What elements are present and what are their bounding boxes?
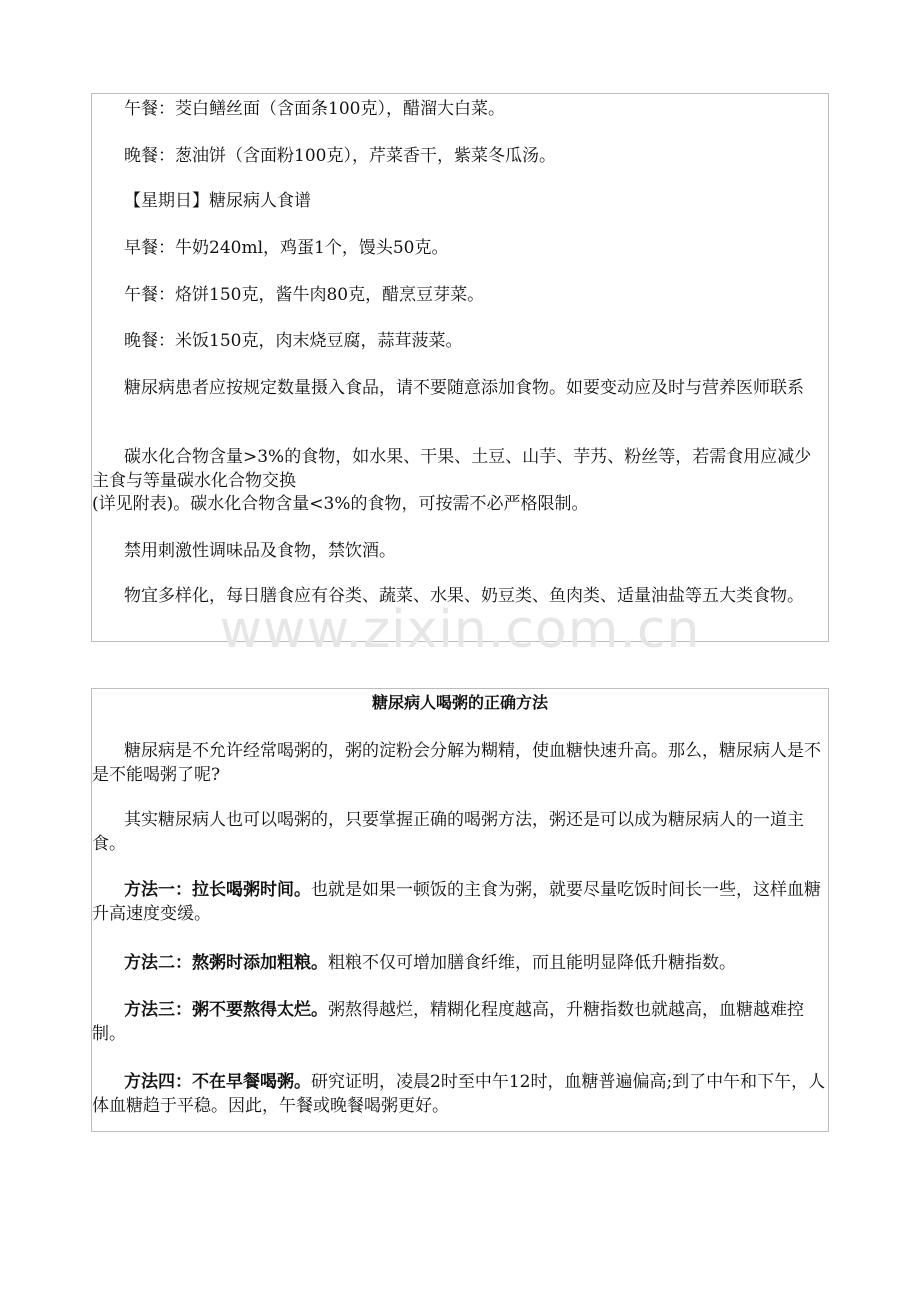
breakfast-line: 早餐：牛奶240ml，鸡蛋1个，馒头50克。 [124,238,449,258]
porridge-article-box [91,688,829,1132]
article-title: 糖尿病人喝粥的正确方法 [371,693,548,712]
watermark: www.zixin.com.cn [219,600,701,660]
diet-plan-box [91,93,829,642]
intro-paragraph-2: 其实糖尿病人也可以喝粥的，只要掌握正确的喝粥方法，粥还是可以成为糖尿病人的一道主食。 [92,810,804,854]
method-1-title: 方法一：拉长喝粥时间。 [124,880,311,900]
note-prohibited: 禁用刺激性调味品及食物，禁饮酒。 [124,541,396,561]
lunch-line: 午餐：烙饼150克，酱牛肉80克，醋烹豆芽菜。 [124,285,485,305]
method-4-title: 方法四：不在早餐喝粥。 [124,1072,311,1092]
note-quantity: 糖尿病患者应按规定数量摄入食品，请不要随意添加食物。如要变动应及时与营养医师联系 [124,378,804,398]
method-2-text: 粗粮不仅可增加膳食纤维，而且能明显降低升糖指数。 [328,953,736,973]
method-3-title: 方法三：粥不要熬得太烂。 [124,1000,328,1020]
method-3-text: 粥熬得越烂，精糊化程度越高，升糖指数也就越高，血糖越难控制。 [92,1000,804,1044]
method-1 [92,878,828,926]
note-carbohydrate: 碳水化合物含量>3%的食物，如水果、干果、土豆、山芋、芋艿、粉丝等，若需食用应减少主食与等量碳水化合物交换 [92,447,812,491]
note-variety: 物宜多样化，每日膳食应有谷类、蔬菜、水果、奶豆类、鱼肉类、适量油盐等五大类食物。 [124,586,804,606]
intro-paragraph: 糖尿病是不允许经常喝粥的，粥的淀粉会分解为糊精，使血糖快速升高。那么，糖尿病人是不是不能喝粥了呢? [92,741,821,785]
method-2-title: 方法二：熬粥时添加粗粮。 [124,953,328,973]
sunday-heading: 【星期日】糖尿病人食谱 [124,191,311,211]
lunch-line: 午餐：茭白鳝丝面（含面条100克），醋溜大白菜。 [124,99,505,119]
method-1-text: 也就是如果一顿饭的主食为粥，就要尽量吃饭时间长一些，这样血糖升高速度变缓。 [92,880,821,924]
method-4 [92,1070,828,1118]
note-carbohydrate-continued: (详见附表)。碳水化合物含量<3%的食物，可按需不必严格限制。 [92,494,589,514]
method-3 [92,998,828,1046]
method-2 [92,951,828,975]
method-4-text: 研究证明，凌晨2时至中午12时，血糖普遍偏高;到了中午和下午，人体血糖趋于平稳。因此，午餐或晚餐喝粥更好。 [92,1072,826,1116]
dinner-line: 晚餐：米饭150克，肉末烧豆腐，蒜茸菠菜。 [124,331,463,351]
dinner-line: 晚餐：葱油饼（含面粉100克），芹菜香干，紫菜冬瓜汤。 [124,146,556,166]
